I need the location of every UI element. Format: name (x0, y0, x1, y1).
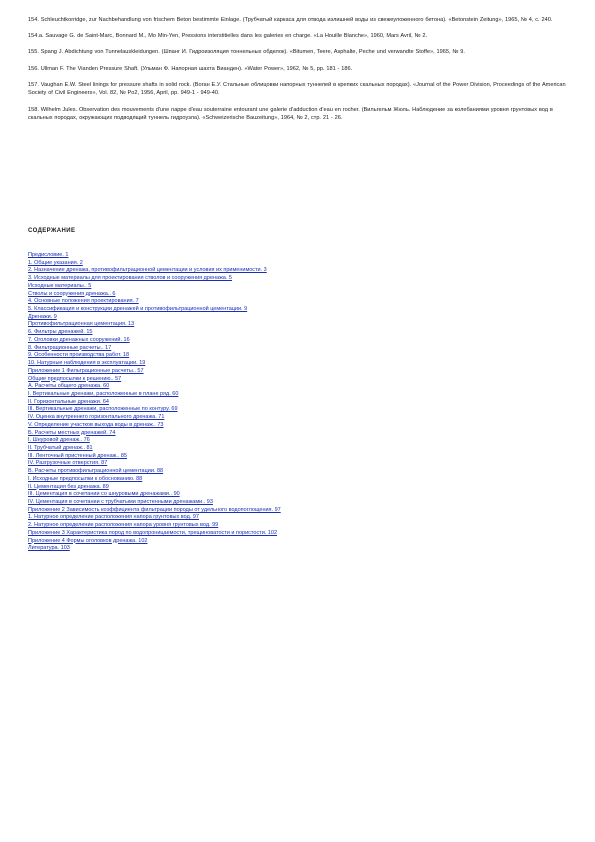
toc-link[interactable]: 6. Фильтры дренажей. 15 (28, 329, 93, 336)
toc-link[interactable]: II. Горизонтальные дренажи. 64 (28, 398, 109, 405)
toc-entry (28, 383, 576, 391)
toc-entry (28, 298, 576, 306)
toc-entry (28, 345, 576, 353)
reference-item: 157. Vaughan E.W. Steel linings for pressure shafts in solid rock. (Воган Е.У. Стальные облицовки напорных туннелей в крепких скальных породах). «Journal of the Power Division, Proceedings of the American Society of Civil Engineers», Vol. 82, № Po2, 1956, April, pp. 949-1 - 949-40. (28, 81, 566, 97)
toc-link[interactable]: Литература. 103 (28, 545, 70, 552)
toc-entry (28, 453, 576, 461)
reference-item: 158. Wilhelm Jules. Observation des mouvements d'une nappe d'eau souterraine entourant une galerie d'adduction d'eau en rocher. (Вильгельм Жюль. Наблюдение за колебаниями уровня грунтовых вод в скальных породах, окружающих подводящий туннель гидроузла). «Schweizerische Bauzeitung», 1964, № 2, стр. 21 - 26. (28, 106, 553, 122)
toc-entry (28, 430, 576, 438)
toc-entry (28, 476, 576, 484)
toc-entry (28, 306, 576, 314)
toc-link[interactable]: 7. Оголовки дренажных сооружений. 16 (28, 336, 130, 343)
toc-entry (28, 337, 576, 345)
toc-entry (28, 484, 576, 492)
toc-link[interactable]: 8. Фильтрационные расчеты.. 17 (28, 344, 112, 351)
toc-link[interactable]: Дренажи. 9 (28, 313, 57, 320)
toc-heading: СОДЕРЖАНИЕ (28, 228, 76, 234)
toc-link[interactable]: 10. Натурные наблюдения в эксплуатации. 19 (28, 360, 146, 367)
toc-link[interactable]: V. Определение участков выхода воды в дренаж.. 73 (28, 421, 164, 428)
toc-entry (28, 460, 576, 468)
reference-item: 154.а. Sauvage G. de Saint-Marc, Bonnard M., Mo Min-Yen, Pressions interstitielles dans les galeries en charge. «La Houille Blanche», 1960, Mars Avril, № 2. (28, 33, 428, 40)
toc-entry (28, 329, 576, 337)
toc-link[interactable]: I. Вертикальные дренажи, расположенные в плане ряд. 60 (28, 390, 179, 397)
toc-link[interactable]: IV. Разгрузочные отверстия. 87 (28, 460, 108, 467)
table-of-contents (28, 252, 576, 553)
toc-entry (28, 283, 576, 291)
toc-link[interactable]: III. Ленточный пристенный дренаж.. 85 (28, 452, 128, 459)
toc-entry (28, 352, 576, 360)
toc-entry (28, 491, 576, 499)
toc-link[interactable]: 1. Натурное определение расположения напора грунтовых вод. 97 (28, 514, 199, 521)
toc-link[interactable]: Исходные материалы.. 5 (28, 282, 92, 289)
toc-link[interactable]: IV. Цементация в сочетании с трубчатыми пристенными дренажами.. 93 (28, 499, 213, 505)
toc-entry (28, 499, 576, 507)
toc-entry (28, 414, 576, 422)
toc-entry (28, 406, 576, 414)
toc-link[interactable]: I. Шнуровой дренаж.. 76 (28, 437, 90, 444)
toc-entry (28, 468, 576, 476)
toc-link[interactable]: Б. Расчеты местных дренажей. 74 (28, 429, 116, 436)
toc-entry (28, 530, 576, 538)
toc-link[interactable]: 1. Общие указания. 2 (28, 259, 83, 266)
toc-entry (28, 545, 576, 553)
toc-link[interactable]: Приложение 2 Зависимость коэффициента фильтрации породы от удельного водопоглощения. 97 (28, 506, 281, 513)
toc-link[interactable]: III. Цементация в сочетании со шнуровыми дренажами.. 90 (28, 491, 180, 498)
toc-entry (28, 291, 576, 299)
reference-item: 155. Spang J. Abdichtung von Tunnelauskleidungen. (Шпанг И. Гидроизоляция тоннельных обделок). «Bitumen, Teere, Asphalte, Peche und verwandte Stoffe», 1965, № 9. (28, 49, 465, 56)
toc-entry (28, 376, 576, 384)
toc-link[interactable]: 9. Особенности производства работ. 18 (28, 352, 130, 359)
toc-link[interactable]: I. Исходные предпосылки к обоснованию. 88 (28, 475, 143, 482)
toc-entry (28, 522, 576, 530)
toc-entry (28, 507, 576, 515)
toc-link[interactable]: Приложение 3 Характеристика пород по водопроницаемости, трещиноватости и пористости. 102 (28, 529, 278, 536)
toc-entry (28, 360, 576, 368)
toc-link[interactable]: 5. Классификация и конструкции дренажей и противофильтрационной цементации. 9 (28, 306, 248, 313)
toc-link[interactable]: 4. Основные положения проектирования. 7 (28, 298, 139, 305)
toc-entry (28, 445, 576, 453)
toc-link[interactable]: Стволы и сооружения дренажа.. 6 (28, 290, 116, 297)
toc-link[interactable]: В. Расчеты противофильтрационной цементации. 88 (28, 468, 164, 475)
toc-entry (28, 252, 576, 260)
toc-entry (28, 399, 576, 407)
toc-link[interactable]: А. Расчеты общего дренажа. 60 (28, 383, 110, 390)
toc-link[interactable]: II. Цементация без дренажа. 89 (28, 483, 109, 490)
toc-entry (28, 437, 576, 445)
toc-link[interactable]: Противофильтрационная цементация. 13 (28, 321, 135, 328)
reference-list (28, 16, 576, 130)
reference-item: 156. Ullman F. The Vianden Pressure Shaft. (Ульман Ф. Напорная шахта Вианден). «Water Power», 1962, № 5, pp. 181 - 186. (28, 65, 353, 72)
toc-link[interactable]: 2. Натурное определение расположения напора уровня грунтовых вод. 99 (28, 522, 219, 529)
toc-link[interactable]: Общие предпосылки к решению.. 57 (28, 375, 122, 382)
toc-link[interactable]: Приложение 1 Фильтрационные расчеты.. 57 (28, 367, 144, 374)
toc-entry (28, 275, 576, 283)
toc-entry (28, 267, 576, 275)
toc-link[interactable]: Приложение 4 Формы оголовков дренажа. 102 (28, 537, 148, 544)
toc-entry (28, 368, 576, 376)
toc-link[interactable]: 3. Исходные материалы для проектирования стволов и сооружения дренажа. 5 (28, 275, 232, 282)
toc-entry (28, 314, 576, 322)
toc-entry (28, 321, 576, 329)
toc-entry (28, 514, 576, 522)
toc-link[interactable]: Предисловие. 1 (28, 252, 69, 258)
toc-entry (28, 422, 576, 430)
reference-item: 154. Schleuchtkorridge, zur Nachbehandlung von frischem Beton bestimmte Einlage. (Трубчатый каркаса для отвода излишней воды из свежеуложенного бетона). «Betonstein Zeitung», 1965, № 4, с. 240. (28, 17, 553, 23)
toc-link[interactable]: II. Трубчатый дренаж.. 81 (28, 444, 93, 451)
toc-link[interactable]: III. Вертикальные дренажи, расположенные по контуру. 69 (28, 406, 178, 413)
toc-link[interactable]: IV. Оценка внутреннего горизонтального дренажа. 71 (28, 414, 165, 421)
toc-entry (28, 538, 576, 546)
toc-link[interactable]: 2. Назначение дренажа, противофильтрационной цементации и условия их применимости. 3 (28, 267, 267, 274)
toc-entry (28, 391, 576, 399)
